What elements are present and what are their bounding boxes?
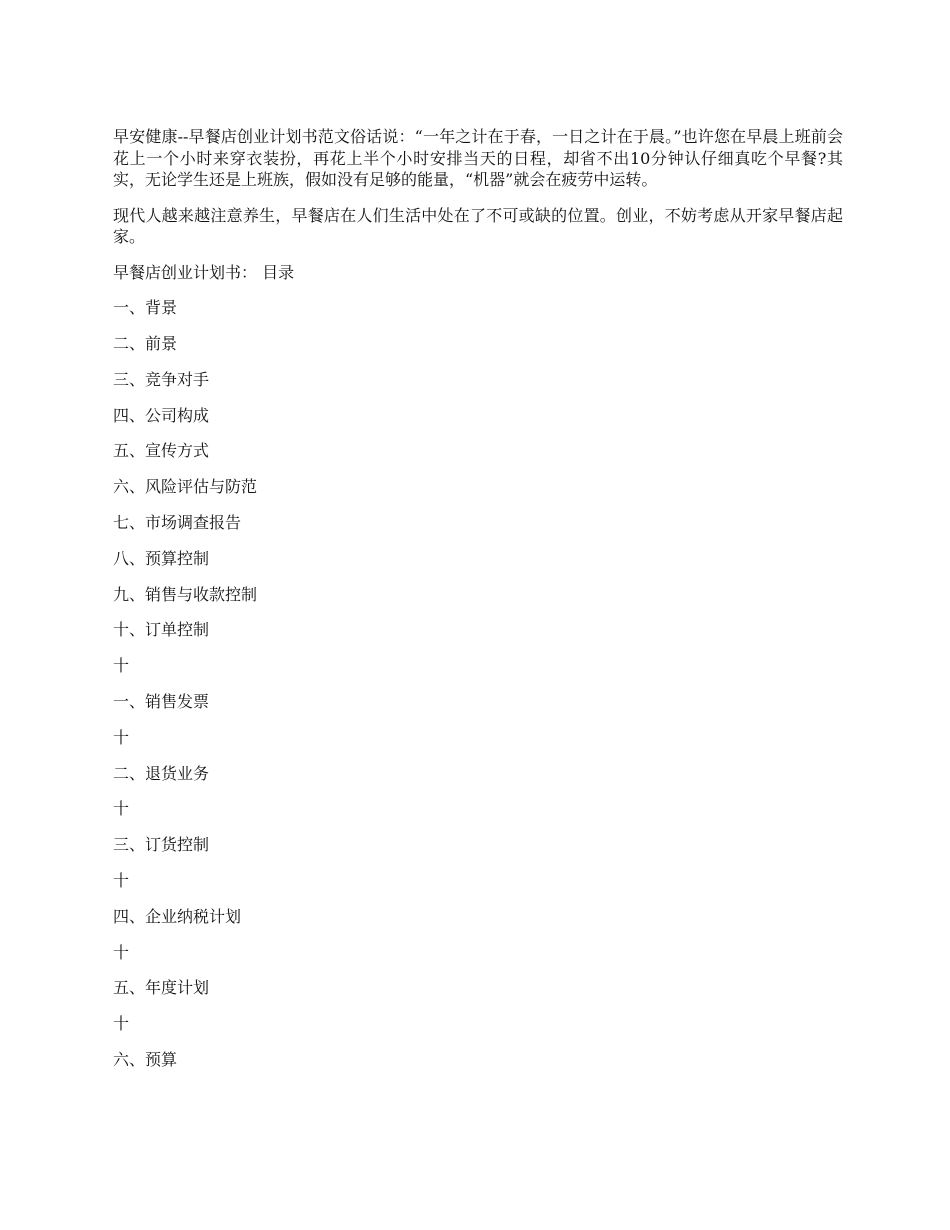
toc-item: 四、企业纳税计划 xyxy=(113,906,242,926)
toc-item: 十 xyxy=(113,871,130,891)
toc-item: 十 xyxy=(113,656,130,676)
toc-heading: 早餐店创业计划书： 目录 xyxy=(113,262,295,282)
toc-item: 五、年度计划 xyxy=(113,978,210,998)
toc-list xyxy=(113,297,843,1070)
toc-item: 二、前景 xyxy=(113,334,178,354)
toc-item: 九、销售与收款控制 xyxy=(113,584,258,604)
toc-item: 一、背景 xyxy=(113,298,178,318)
toc-item: 十 xyxy=(113,799,130,819)
second-paragraph: 现代人越来越注意养生，早餐店在人们生活中处在了不可或缺的位置。创业，不妨考虑从开家早餐店起家。 xyxy=(113,205,843,246)
toc-item: 三、竞争对手 xyxy=(113,369,210,389)
toc-item: 十、订单控制 xyxy=(113,620,210,640)
toc-item: 八、预算控制 xyxy=(113,548,210,568)
toc-item: 四、公司构成 xyxy=(113,405,210,425)
toc-item: 十 xyxy=(113,1014,130,1034)
toc-item: 七、市场调查报告 xyxy=(113,513,242,533)
document-page xyxy=(113,126,843,1070)
toc-item: 十 xyxy=(113,942,130,962)
toc-item: 五、宣传方式 xyxy=(113,441,210,461)
toc-item: 六、预算 xyxy=(113,1050,178,1070)
toc-item: 三、订货控制 xyxy=(113,835,210,855)
intro-paragraph: 早安健康--早餐店创业计划书范文俗话说：“一年之计在于春，一日之计在于晨。”也许您在早晨上班前会花上一个小时来穿衣装扮，再花上半个小时安排当天的日程，却省不出10分钟认仔细真吃个早餐?其实，无论学生还是上班族，假如没有足够的能量，“机器”就会在疲劳中运转。 xyxy=(113,127,843,189)
toc-item: 六、风险评估与防范 xyxy=(113,477,258,497)
toc-item: 一、销售发票 xyxy=(113,692,210,712)
toc-item: 十 xyxy=(113,727,130,747)
toc-item: 二、退货业务 xyxy=(113,763,210,783)
